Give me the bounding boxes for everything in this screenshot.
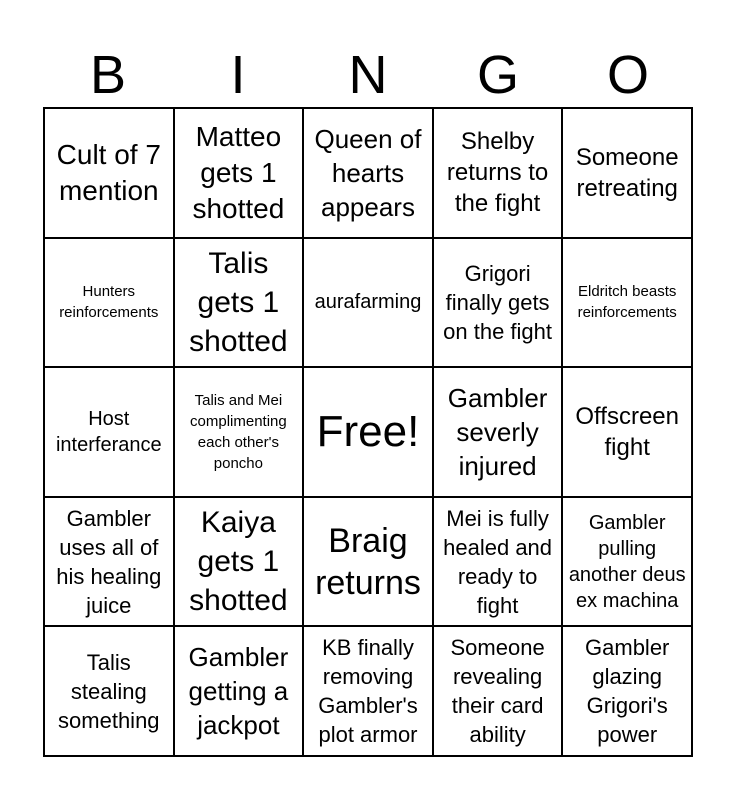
bingo-cell[interactable]	[562, 238, 692, 368]
bingo-cell[interactable]	[44, 497, 174, 627]
bingo-cell[interactable]	[303, 626, 433, 756]
bingo-cell[interactable]	[174, 238, 304, 368]
bingo-board	[43, 107, 693, 757]
bingo-cell[interactable]	[433, 108, 563, 238]
bingo-cell[interactable]	[562, 626, 692, 756]
cell-text: Gambler pulling another deus ex machina	[568, 511, 686, 612]
bingo-cell[interactable]	[303, 497, 433, 627]
bingo-cell[interactable]	[562, 367, 692, 497]
cell-text: Shelby returns to the fight	[446, 128, 549, 218]
bingo-cell[interactable]	[44, 108, 174, 238]
free-space-label: Free!	[316, 406, 420, 456]
bingo-cell[interactable]	[44, 238, 174, 368]
cell-text: Talis and Mei complimenting each other's poncho	[190, 391, 287, 472]
bingo-cell[interactable]	[562, 497, 692, 627]
bingo-cell[interactable]	[433, 626, 563, 756]
bingo-cell[interactable]	[174, 626, 304, 756]
bingo-cell[interactable]	[174, 497, 304, 627]
cell-text: Talis stealing something	[58, 649, 160, 733]
header-letter-i: I	[230, 45, 246, 105]
header-letter-n: N	[348, 45, 388, 105]
bingo-cell[interactable]	[433, 238, 563, 368]
cell-text: Someone retreating	[575, 143, 679, 202]
bingo-cell[interactable]	[562, 108, 692, 238]
cell-text: Gambler glazing Grigori's power	[585, 635, 670, 748]
cell-text: Someone revealing their card ability	[450, 635, 545, 748]
cell-text: Kaiya gets 1 shotted	[189, 506, 288, 618]
cell-text: Cult of 7 mention	[56, 138, 161, 206]
cell-text: Grigori finally gets on the fight	[443, 260, 553, 344]
cell-text: Mei is fully healed and ready to fight	[443, 505, 553, 618]
bingo-cell[interactable]	[433, 497, 563, 627]
bingo-cell[interactable]	[433, 367, 563, 497]
cell-text: Queen of hearts appears	[314, 123, 422, 222]
cell-text: KB finally removing Gambler's plot armor	[318, 635, 418, 748]
header-letter-o: O	[606, 45, 649, 105]
bingo-cell[interactable]	[44, 626, 174, 756]
cell-text: Gambler uses all of his healing juice	[56, 505, 162, 618]
bingo-cell[interactable]	[44, 367, 174, 497]
header-letter-g: G	[476, 45, 519, 105]
cell-text: Braig returns	[315, 521, 421, 602]
cell-text: Talis gets 1 shotted	[189, 246, 288, 358]
cell-text: Host interferance	[55, 407, 162, 456]
cell-text: Matteo gets 1 shotted	[192, 120, 285, 224]
bingo-cell[interactable]	[174, 367, 304, 497]
bingo-cell[interactable]	[303, 238, 433, 368]
cell-text: Hunters reinforcements	[59, 283, 159, 322]
free-space-cell[interactable]	[303, 367, 433, 497]
cell-text: Eldritch beasts reinforcements	[577, 283, 677, 322]
cell-text: Gambler getting a jackpot	[188, 642, 289, 741]
bingo-cell[interactable]	[174, 108, 304, 238]
cell-text: aurafarming	[314, 291, 422, 314]
header-letter-b: B	[89, 45, 127, 105]
cell-text: Offscreen fight	[575, 402, 679, 461]
cell-text: Gambler severly injured	[447, 382, 548, 481]
bingo-cell[interactable]	[303, 108, 433, 238]
bingo-header	[43, 44, 693, 106]
